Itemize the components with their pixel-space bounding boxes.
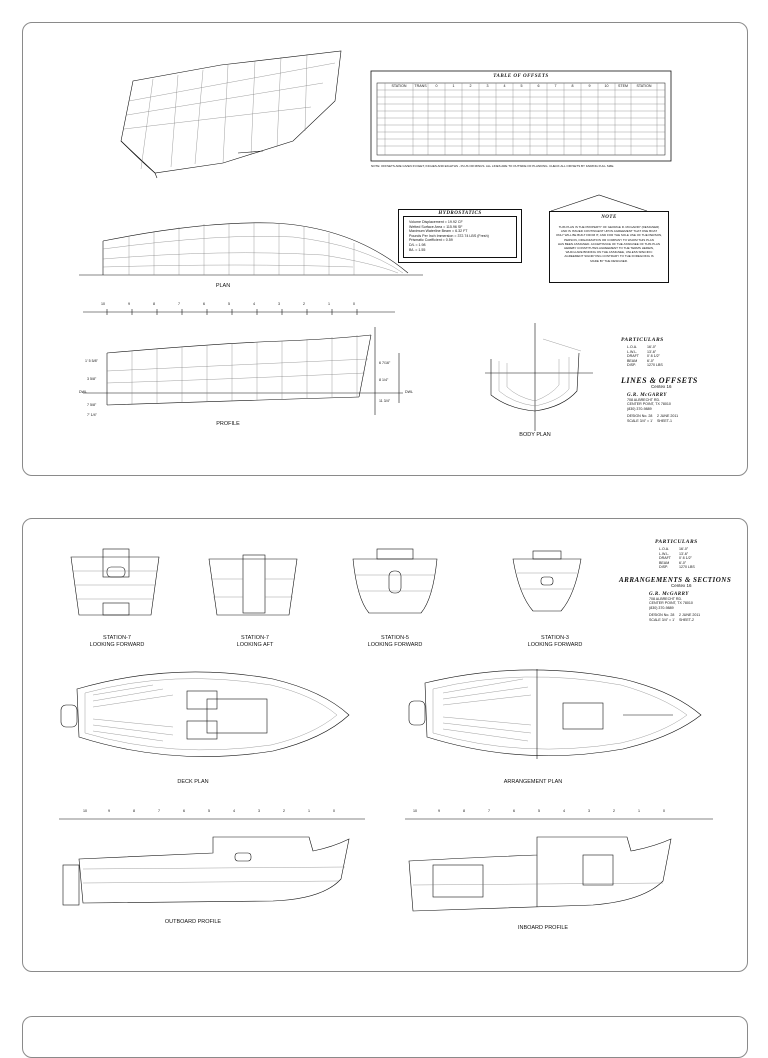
note-line-6: HEREBY CONSTITUTES AGREEMENT TO THE TERMS HEREIN,: [564, 246, 654, 251]
section-label-2-line1: STATION-7: [241, 635, 269, 641]
outboard-profile-label: OUTBOARD PROFILE: [164, 919, 222, 925]
address-line: CENTER POINT, TX 78010: [649, 601, 693, 606]
particular-value: 16'-0": [679, 547, 689, 551]
arrangement-plan-view: [409, 669, 701, 759]
offsets-col-0: 0: [435, 84, 438, 88]
note-box-pointer: [551, 195, 647, 211]
section-label-4-line1: STATION-3: [541, 635, 569, 641]
particular-key: L.W.L.: [659, 551, 670, 556]
offsets-col-6: 6: [537, 84, 540, 88]
inboard-profile-label: INBOARD PROFILE: [517, 925, 569, 931]
address-line: 708 ALBRECHT RD.: [627, 397, 661, 402]
plan-label: PLAN: [215, 283, 231, 289]
dwl-left-label: DWL: [79, 390, 87, 394]
hydro-line-3: Maximum Waterline Beam = 6.32 FT: [409, 229, 468, 234]
profile-view: [83, 327, 403, 415]
offsets-col-trans: TRANS: [414, 84, 427, 88]
particulars-list: [627, 345, 741, 368]
body-plan-label: BODY PLAN: [519, 432, 551, 438]
hydro-line-5: Prismatic Coefficient = 0.59: [409, 238, 453, 243]
hydro-line-4: Pounds Per Inch Immersion = 372.74 LBS (Fresh): [409, 233, 489, 238]
particular-key: L.O.A.: [659, 547, 670, 551]
perspective-hull: [121, 51, 341, 178]
model-name: Centex 16: [651, 383, 672, 389]
deck-plan-view: [61, 672, 349, 757]
particular-key: BEAM: [627, 358, 638, 363]
tick-10: 10: [413, 809, 417, 813]
hydrostatics-title: HYDROSTATICS: [438, 211, 482, 216]
particular-value: 13'-6": [647, 349, 657, 354]
offsets-table-title: TABLE OF OFFSETS: [493, 74, 549, 79]
tick-0: 0: [333, 809, 335, 813]
tick-3: 3: [588, 809, 590, 813]
section-station7-aft: [209, 555, 297, 615]
note-title: NOTE: [601, 215, 617, 220]
section-station5-forward: [353, 549, 437, 613]
tick-6: 6: [513, 809, 515, 813]
particular-key: L.O.A.: [627, 345, 638, 349]
tick-4: 4: [563, 809, 565, 813]
drawing-title: ARRANGEMENTS & SECTIONS: [619, 575, 732, 584]
particular-value: 0' 8 1/2": [647, 354, 660, 359]
design-date: 2 JUNE 2011: [679, 613, 701, 618]
offsets-col-9: 9: [588, 84, 591, 88]
section-label-1-line1: STATION-7: [103, 635, 131, 641]
note-line-7: WHICH ARE BINDING ON THE ASSIGNEE, UNLESS SPECIFIC: [565, 250, 653, 255]
design-meta: [627, 414, 741, 423]
offsets-col-8: 8: [571, 84, 574, 88]
designer-name: G.R. McGARRY: [627, 392, 667, 398]
station-tick-1: 1: [328, 302, 330, 306]
particular-value: 0' 8 1/2": [679, 556, 692, 561]
offsets-col-stem: STEM: [618, 84, 628, 88]
hydro-line-2: Wetted Surface Area = 115.96 SF: [409, 224, 463, 229]
title-block-sheet1: [621, 337, 741, 424]
offsets-col-7: 7: [554, 84, 557, 88]
tick-7: 7: [488, 809, 490, 813]
section-label-2: [213, 635, 297, 649]
sheet-number: SHEET-1: [657, 418, 672, 423]
tick-10: 10: [83, 809, 87, 813]
sheet-number: SHEET-2: [679, 617, 694, 622]
station-scale: [83, 309, 395, 315]
designer-address: [649, 597, 745, 611]
tick-2: 2: [283, 809, 285, 813]
offsets-col-5: 5: [520, 84, 523, 88]
particular-value: 6'-0": [679, 560, 687, 565]
offsets-col-station: STATION: [391, 84, 407, 88]
particular-key: DRAFT: [627, 354, 639, 359]
hydrostatics-box: [398, 209, 522, 263]
section-label-1: [75, 635, 159, 649]
design-date: 2 JUNE 2011: [657, 414, 679, 419]
profile-dim-left-2: 3 5/8": [87, 377, 97, 381]
station-tick-10: 10: [101, 302, 105, 306]
tick-5: 5: [208, 809, 210, 813]
particular-value: 1270 LBS: [647, 363, 663, 368]
outboard-profile-view: [63, 837, 349, 905]
particulars-title: PARTICULARS: [655, 539, 698, 545]
particular-row: [627, 363, 741, 368]
designer-address: [627, 398, 741, 412]
inboard-profile-view: [409, 837, 671, 911]
offsets-col-1: 1: [452, 84, 455, 88]
note-line-4: PERSON, ORGANIZATION OR COMPANY TO WHOM THIS PLAN: [564, 237, 654, 242]
particular-value: 13'-6": [679, 551, 689, 556]
profile-dim-right-3: 11 3/4": [379, 399, 391, 403]
profile-dim-left-4: 7' 1/4": [87, 413, 97, 417]
offsets-col-10: 10: [604, 84, 609, 88]
particular-key: L.W.L.: [627, 349, 638, 354]
station-tick-4: 4: [253, 302, 255, 306]
hydro-line-1: Volume Displacement = 19.92 CF: [409, 220, 463, 224]
profile-dim-left-3: 7 5/8": [87, 403, 97, 407]
designer-name: G.R. McGARRY: [649, 591, 689, 597]
section-label-4: [513, 635, 597, 649]
section-label-3-line2: LOOKING FORWARD: [367, 642, 423, 648]
section-label-3: [353, 635, 437, 649]
particulars-list: [659, 547, 745, 570]
particular-row: [659, 565, 745, 570]
design-meta: [649, 613, 745, 622]
station-tick-3: 3: [278, 302, 280, 306]
tick-4: 4: [233, 809, 235, 813]
profile-dim-right-1: 6 7/16": [379, 361, 391, 365]
profile-label: PROFILE: [216, 421, 240, 427]
tick-1: 1: [638, 809, 640, 813]
section-label-1-line2: LOOKING FORWARD: [89, 642, 145, 648]
design-scale: SCALE 3/4" = 1': [627, 418, 653, 423]
hydro-line-6: D/L = 1.98: [409, 242, 426, 247]
station-tick-5: 5: [228, 302, 230, 306]
address-line: (830) 370-9889: [649, 605, 674, 610]
station-tick-0: 0: [353, 302, 355, 306]
station-tick-6: 6: [203, 302, 205, 306]
offsets-note: NOTE: OFFSETS ARE GIVEN IN FEET, INCHES AND EIGHTHS - PLUS OR MINUS. ALL LINES ARE TO OUTSIDE OF PLANKING. CHECK ALL OFFSETS BY FAIRING FULL SIZE.: [371, 164, 615, 168]
tick-0: 0: [663, 809, 665, 813]
note-line-3: ONLY WILL BE BUILT FROM IT, AND FOR THE SOLE USE OF THE PERSON,: [555, 233, 663, 238]
tick-8: 8: [133, 809, 135, 813]
note-line-2: AND IS ISSUED CONTINGENT UPON AGREEMENT THAT ONE BOAT: [560, 229, 658, 234]
note-line-5: HAS BEEN ASSIGNED. ACCEPTANCE OF THE ASSIGNEE OF THIS PLAN: [557, 241, 661, 246]
tick-2: 2: [613, 809, 615, 813]
tick-8: 8: [463, 809, 465, 813]
section-label-4-line2: LOOKING FORWARD: [527, 642, 583, 648]
sheet-lines-and-offsets: [22, 22, 748, 476]
section-label-2-line2: LOOKING AFT: [236, 642, 274, 648]
station-tick-7: 7: [178, 302, 180, 306]
tick-1: 1: [308, 809, 310, 813]
address-line: CENTER POINT, TX 78010: [627, 402, 671, 407]
particular-key: BEAM: [659, 560, 670, 565]
offsets-col-2: 2: [469, 84, 472, 88]
hydrostatics-lines: [409, 220, 489, 252]
section-label-3-line1: STATION-5: [381, 635, 409, 641]
section-station3-forward: [513, 551, 581, 611]
note-line-9: MADE BY THE DESIGNER.: [590, 258, 628, 263]
station-tick-8: 8: [153, 302, 155, 306]
particular-key: DRAFT: [659, 556, 671, 561]
title-block-sheet2: [619, 539, 745, 623]
section-station7-forward: [71, 549, 159, 615]
note-line-8: AGREEMENT SIGNIFYING CONTRARY TO THE FOREGOING IS: [564, 254, 654, 259]
drawing-title: LINES & OFFSETS: [621, 375, 698, 385]
dwl-right-label: DWL: [405, 390, 413, 394]
sheet-3-partial: [22, 1016, 748, 1058]
address-line: (830) 370-9889: [627, 406, 652, 411]
sheet-arrangements-and-sections: [22, 518, 748, 972]
particular-value: 6'-0": [647, 358, 655, 363]
tick-9: 9: [108, 809, 110, 813]
tick-9: 9: [438, 809, 440, 813]
design-scale: SCALE 3/4" = 1': [649, 617, 675, 622]
hydro-line-7: B/L = 1.55: [409, 247, 426, 252]
offsets-col-station-right: STATION: [636, 84, 652, 88]
note-box: [549, 211, 669, 283]
profile-dim-left-1: 1' 5 5/8": [85, 359, 98, 363]
tick-3: 3: [258, 809, 260, 813]
particular-key: DISP.: [659, 565, 668, 570]
design-number: DESIGN No. 28: [627, 414, 653, 419]
tick-5: 5: [538, 809, 540, 813]
offsets-col-4: 4: [503, 84, 506, 88]
model-name: Centex 16: [671, 582, 692, 588]
station-tick-9: 9: [128, 302, 130, 306]
offsets-table-header: [385, 84, 665, 89]
tick-6: 6: [183, 809, 185, 813]
particular-value: 1270 LBS: [679, 565, 695, 570]
arrangement-plan-label: ARRANGEMENT PLAN: [503, 779, 563, 785]
particular-value: 16'-0": [647, 345, 657, 349]
design-number: DESIGN No. 28: [649, 613, 675, 618]
note-lines: [554, 225, 664, 263]
plan-view: [79, 223, 423, 275]
address-line: 708 ALBRECHT RD.: [649, 596, 683, 601]
tick-7: 7: [158, 809, 160, 813]
station-tick-2: 2: [303, 302, 305, 306]
note-line-1: THIS PLAN IS THE PROPERTY OF GEORGE R. MCGARRY (DESIGNER): [558, 225, 660, 229]
particular-key: DISP.: [627, 363, 636, 368]
deck-plan-label: DECK PLAN: [177, 779, 209, 785]
body-plan-view: [485, 323, 593, 431]
particulars-title: PARTICULARS: [621, 337, 664, 343]
offsets-col-3: 3: [486, 84, 489, 88]
profile-dim-right-2: 8 1/4": [379, 378, 389, 382]
